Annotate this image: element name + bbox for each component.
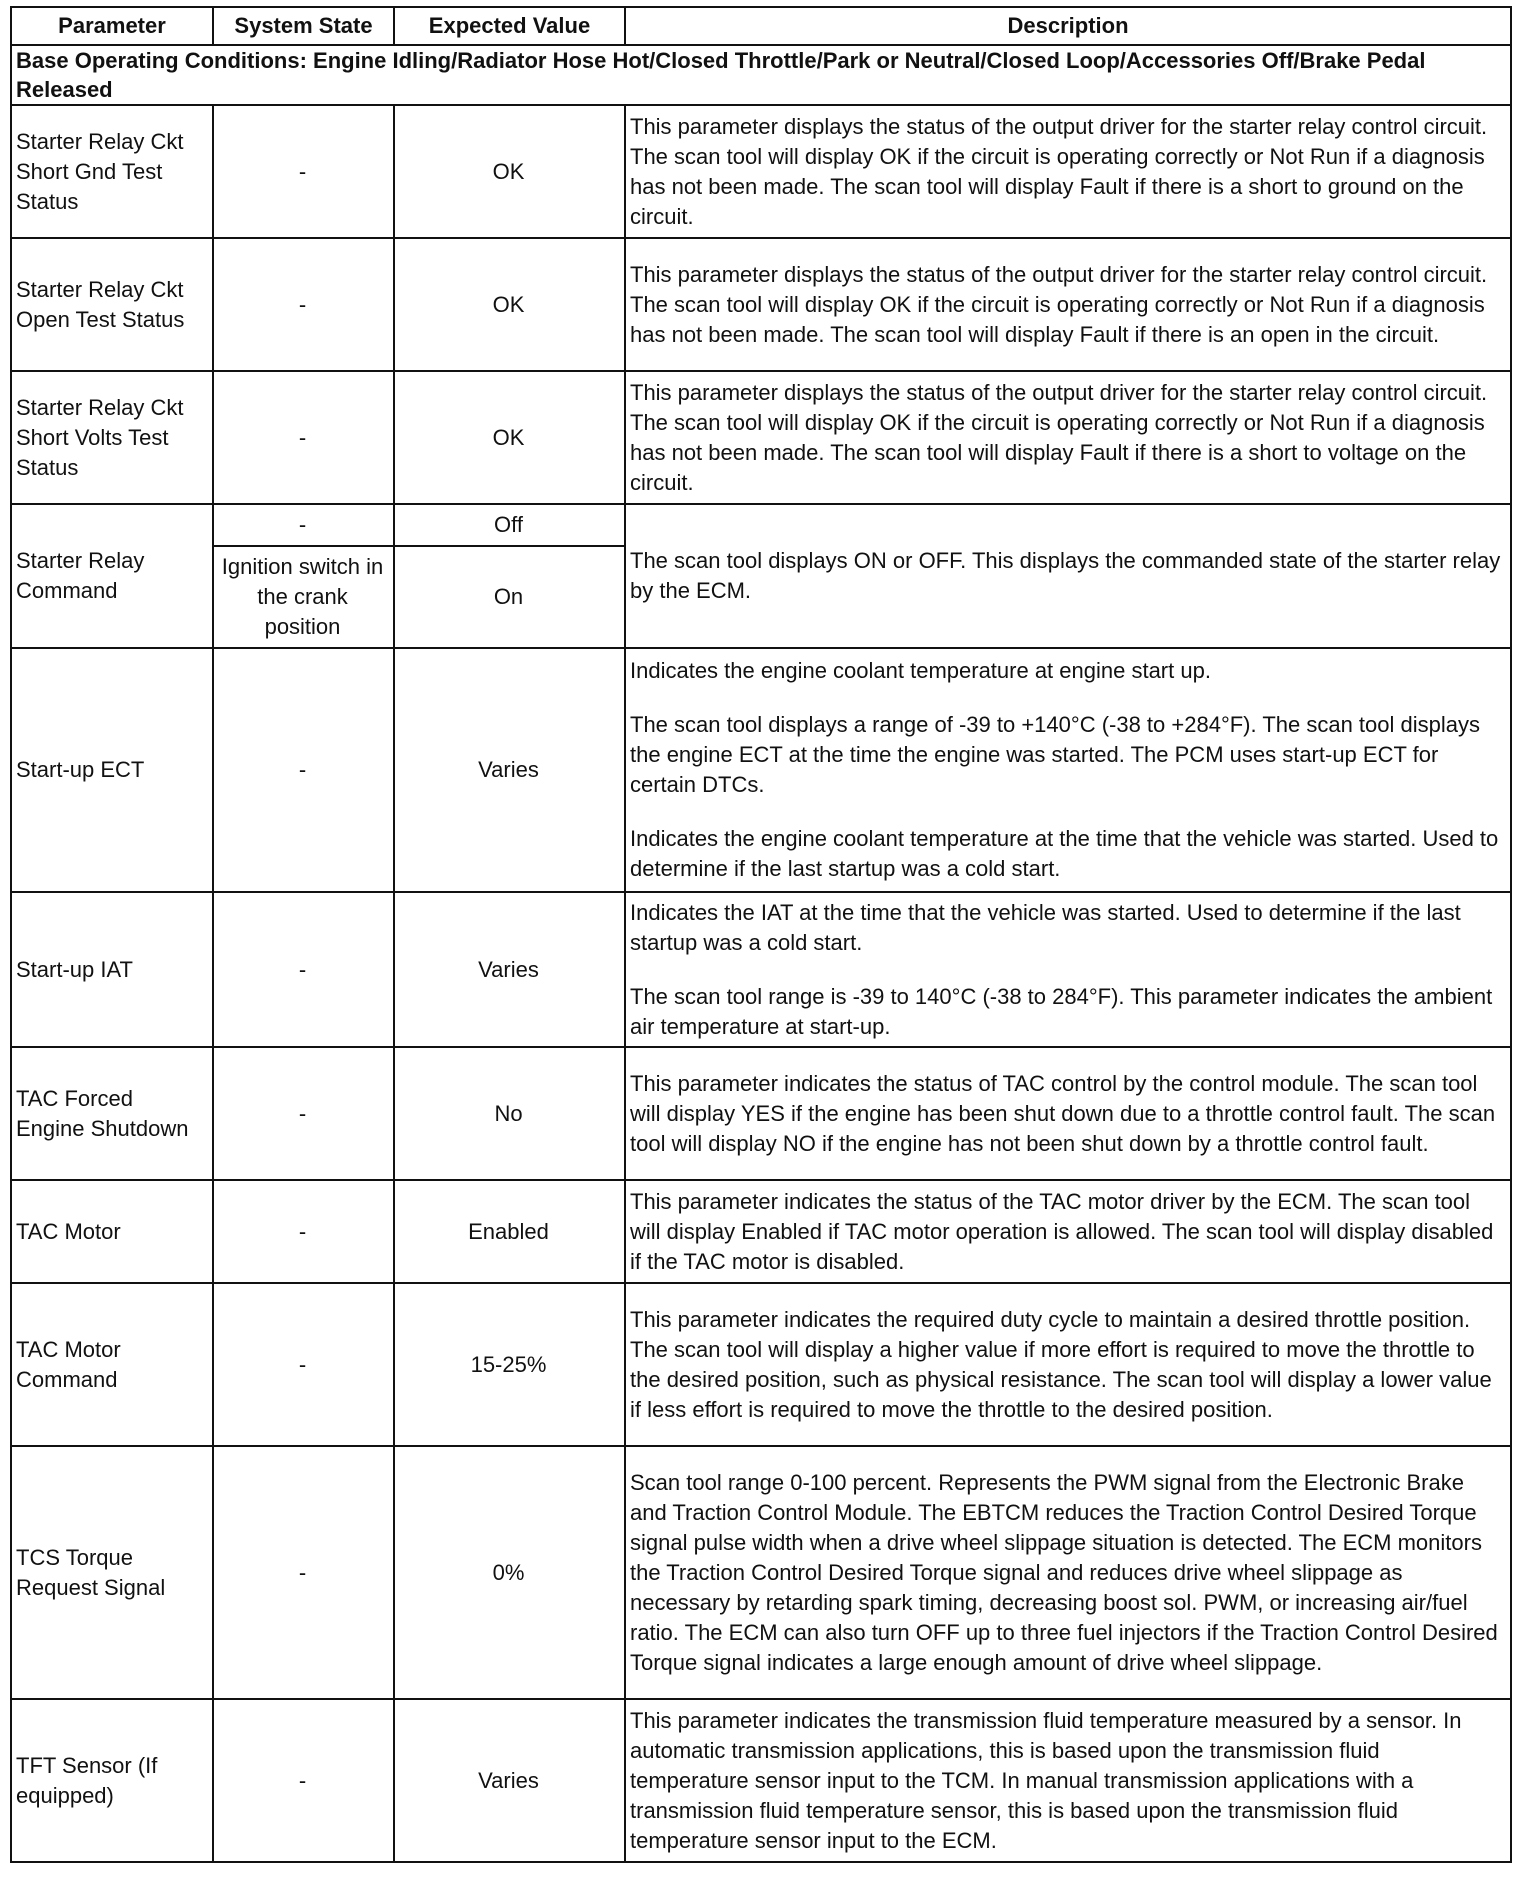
parameter-cell: TAC Forced Engine Shutdown (11, 1047, 213, 1180)
conditions-row (11, 45, 1511, 105)
description-text: Indicates the IAT at the time that the vehicle was started. Used to determine if the last startup was a cold start. (630, 899, 1461, 955)
description-cell (625, 371, 1511, 504)
expected-value-cell: OK (394, 238, 625, 371)
expected-value-cell: OK (394, 371, 625, 504)
description-cell (625, 504, 1511, 648)
system-state-cell: - (213, 105, 394, 238)
expected-value-cell: Varies (394, 892, 625, 1047)
system-state-cell: - (213, 1446, 394, 1699)
description-text: Indicates the engine coolant temperature at engine start up. (630, 658, 1211, 683)
table-row (11, 1180, 1511, 1283)
system-state-cell: Ignition switch in the crank position (213, 546, 394, 648)
parameter-cell: Start-up IAT (11, 892, 213, 1047)
description-text: This parameter displays the status of the output driver for the starter relay control circuit. The scan tool will display OK if the circuit is operating correctly or Not Run if a diagnosis has not been made. The scan tool will display Fault if there is a short to ground on the circuit. (630, 113, 1488, 229)
expected-value-cell: Varies (394, 1699, 625, 1862)
parameter-cell: TFT Sensor (If equipped) (11, 1699, 213, 1862)
table-row (11, 1283, 1511, 1446)
system-state-cell: - (213, 371, 394, 504)
parameter-table (10, 6, 1512, 1863)
system-state-cell: - (213, 892, 394, 1047)
document-page (10, 6, 1510, 1863)
header-description: Description (625, 7, 1511, 45)
expected-value-cell: Varies (394, 648, 625, 892)
system-state-cell: - (213, 1180, 394, 1283)
description-text: This parameter indicates the status of the TAC motor driver by the ECM. The scan tool will display Enabled if TAC motor operation is allowed. The scan tool will display disabled if the TAC motor is disabled. (630, 1188, 1494, 1274)
parameter-cell: Starter Relay Ckt Short Gnd Test Status (11, 105, 213, 238)
parameter-cell: Starter Relay Ckt Open Test Status (11, 238, 213, 371)
description-text: This parameter displays the status of the output driver for the starter relay control circuit. The scan tool will display OK if the circuit is operating correctly or Not Run if a diagnosis has not been made. The scan tool will display Fault if there is a short to voltage on the circuit. (630, 379, 1488, 495)
table-row (11, 1047, 1511, 1180)
system-state-cell: - (213, 648, 394, 892)
description-cell (625, 105, 1511, 238)
header-parameter: Parameter (11, 7, 213, 45)
parameter-cell: Starter Relay Ckt Short Volts Test Status (11, 371, 213, 504)
expected-value-cell: On (394, 546, 625, 648)
header-system-state: System State (213, 7, 394, 45)
table-row (11, 648, 1511, 892)
table-row (11, 238, 1511, 371)
description-cell (625, 1446, 1511, 1699)
system-state-cell: - (213, 1283, 394, 1446)
parameter-cell: TAC Motor Command (11, 1283, 213, 1446)
system-state-cell: - (213, 238, 394, 371)
parameter-cell: Starter Relay Command (11, 504, 213, 648)
parameter-cell: Start-up ECT (11, 648, 213, 892)
description-cell (625, 1699, 1511, 1862)
description-text: The scan tool range is -39 to 140°C (-38 to 284°F). This parameter indicates the ambient air temperature at start-up. (630, 983, 1493, 1039)
expected-value-cell: Enabled (394, 1180, 625, 1283)
expected-value-cell: Off (394, 504, 625, 546)
description-cell (625, 648, 1511, 892)
parameter-cell: TCS Torque Request Signal (11, 1446, 213, 1699)
system-state-cell: - (213, 1047, 394, 1180)
description-text: The scan tool displays a range of -39 to +140°C (-38 to +284°F). The scan tool displays the engine ECT at the time the engine was started. The PCM uses start-up ECT for certain DTCs. (630, 712, 1480, 797)
system-state-cell: - (213, 504, 394, 546)
table-row (11, 1699, 1511, 1862)
table-row (11, 892, 1511, 1047)
table-row (11, 105, 1511, 238)
table-row (11, 1446, 1511, 1699)
description-cell (625, 1283, 1511, 1446)
description-cell (625, 238, 1511, 371)
header-row (11, 7, 1511, 45)
expected-value-cell: No (394, 1047, 625, 1180)
expected-value-cell: 0% (394, 1446, 625, 1699)
description-text: This parameter indicates the status of TAC control by the control module. The scan tool will display YES if the engine has been shut down due to a throttle control fault. The scan tool will display NO if the engine has not been shut down by a throttle control fault. (630, 1070, 1496, 1156)
expected-value-cell: OK (394, 105, 625, 238)
table-row (11, 504, 1511, 546)
description-text: This parameter indicates the transmission fluid temperature measured by a sensor. In automatic transmission applications, this is based upon the transmission fluid temperature sensor input to the TCM. In manual transmission applications with a transmission fluid temperature sensor, this is based upon the transmission fluid temperature sensor input to the ECM. (630, 1707, 1462, 1853)
description-cell (625, 892, 1511, 1047)
description-cell (625, 1180, 1511, 1283)
description-text: The scan tool displays ON or OFF. This displays the commanded state of the starter relay by the ECM. (630, 548, 1501, 603)
parameter-cell: TAC Motor (11, 1180, 213, 1283)
system-state-cell: - (213, 1699, 394, 1862)
description-cell (625, 1047, 1511, 1180)
description-text: Indicates the engine coolant temperature at the time that the vehicle was started. Used to determine if the last startup was a cold start. (630, 826, 1499, 881)
header-expected-value: Expected Value (394, 7, 625, 45)
table-row (11, 371, 1511, 504)
expected-value-cell: 15-25% (394, 1283, 625, 1446)
description-text: Scan tool range 0-100 percent. Represents the PWM signal from the Electronic Brake and Traction Control Module. The EBTCM reduces the Traction Control Desired Torque signal pulse width when a drive wheel slippage situation is detected. The ECM monitors the Traction Control Desired Torque signal and reduces drive wheel slippage as necessary by retarding spark timing, decreasing boost sol. PWM, or increasing air/fuel ratio. The ECM can also turn OFF up to three fuel injectors if the Traction Control Desired Torque signal indicates a large enough amount of drive wheel slippage. (630, 1469, 1498, 1675)
description-text: This parameter indicates the required duty cycle to maintain a desired throttle position. The scan tool will display a higher value if more effort is required to move the throttle to the desired position, such as physical resistance. The scan tool will display a lower value if less effort is required to move the throttle to the desired position. (630, 1306, 1492, 1422)
description-text: This parameter displays the status of the output driver for the starter relay control circuit. The scan tool will display OK if the circuit is operating correctly or Not Run if a diagnosis has not been made. The scan tool will display Fault if there is an open in the circuit. (630, 261, 1488, 347)
base-operating-conditions: Base Operating Conditions: Engine Idling/Radiator Hose Hot/Closed Throttle/Park or Neutral/Closed Loop/Accessories Off/Brake Pedal Released (11, 45, 1511, 105)
